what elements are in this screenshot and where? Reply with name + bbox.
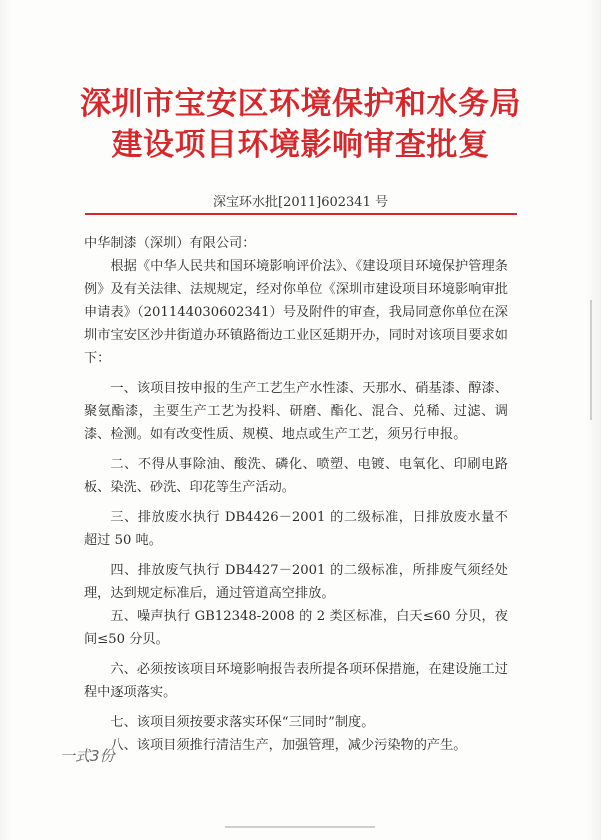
requirement-item: 三、排放废水执行 DB4426－2001 的二级标准，日排放废水量不超过 50 吨。: [84, 510, 508, 548]
scan-edge-mark: [590, 300, 592, 420]
handwritten-note: 一式3份: [60, 747, 115, 765]
requirement-item: 二、不得从事除油、酸洗、磷化、喷塑、电镀、电氧化、印刷电路板、染洗、砂洗、印花等生产活动。: [84, 457, 508, 495]
requirement-item: 五、噪声执行 GB12348-2008 的 2 类区标准，白天≤60 分贝，夜间≤50 分贝。: [84, 609, 508, 647]
document-title-line2: 建设项目环境影响审查批复: [111, 127, 490, 163]
document-number: 深宝环水批[2011]602341 号: [213, 195, 388, 210]
addressee: 中华制漆（深圳）有限公司：: [84, 236, 256, 251]
scan-edge-mark: [225, 826, 375, 828]
requirement-item: 八、该项目须推行清洁生产，加强管理，减少污染物的产生。: [110, 738, 467, 753]
requirement-item: 七、该项目须按要求落实环保“三同时”制度。: [110, 715, 375, 730]
requirement-item: 四、排放废气执行 DB4427－2001 的二级标准，所排废气须经处理，达到规定标准后，通过管道高空排放。: [84, 563, 508, 601]
intro-paragraph: 根据《中华人民共和国环境影响评价法》、《建设项目环境保护管理条例》及有关法律、法规规定，经对你单位《深圳市建设项目环境影响审批申请表》（201144030602341）号及附件的审查，我局同意你单位在深圳市宝安区沙井街道办环镇路衙边工业区延期开办，同时对该项目要求如下：: [84, 259, 508, 366]
red-divider-line: [85, 213, 517, 215]
requirement-item: 一、该项目按申报的生产工艺生产水性漆、天那水、硝基漆、醇漆、聚氨酯漆，主要生产工艺为投料、研磨、酯化、混合、兑稀、过滤、调漆、检测。如有改变性质、规模、地点或生产工艺，须另行申报。: [84, 381, 508, 442]
document-body: [84, 232, 508, 757]
document-title-line1: 深圳市宝安区环境保护和水务局: [80, 86, 521, 122]
requirement-item: 六、必须按该项目环境影响报告表所提各项环保措施，在建设施工过程中逐项落实。: [84, 662, 508, 700]
